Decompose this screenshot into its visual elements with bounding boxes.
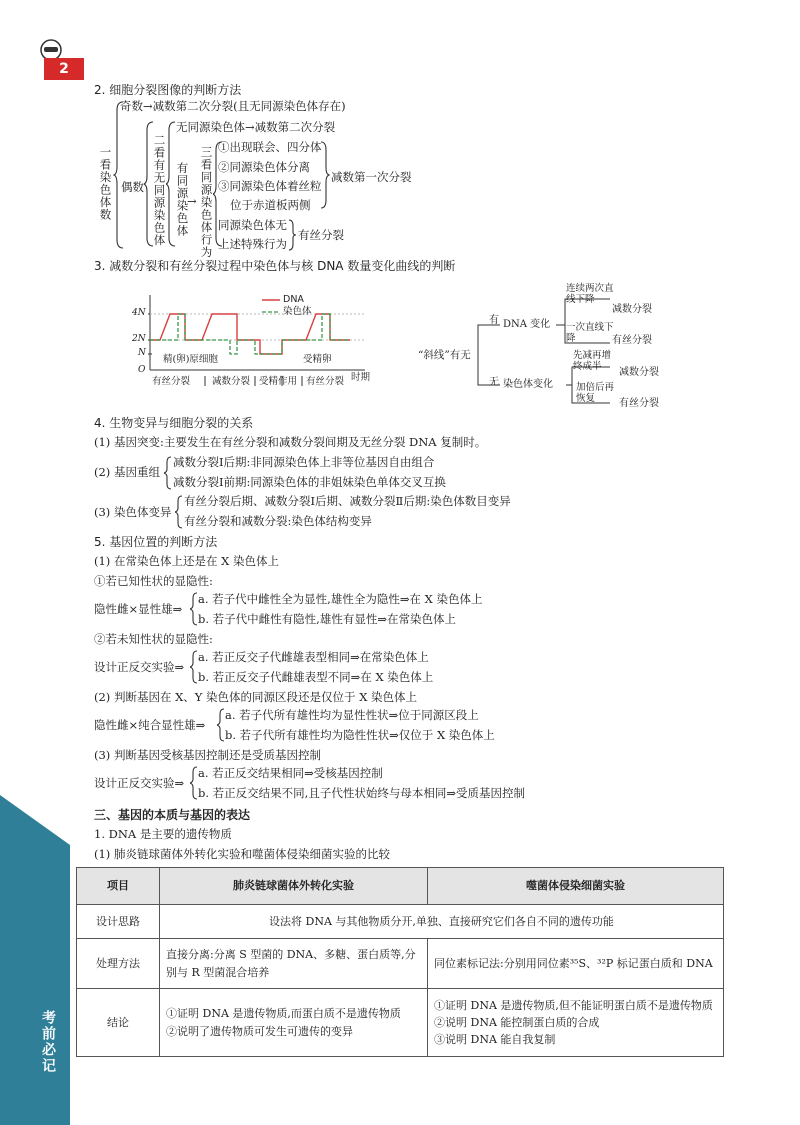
tree-result: 减数分裂 <box>612 304 652 315</box>
behavior-3b: 位于赤道板两侧 <box>230 198 311 212</box>
text-line: (2) 基因重组 <box>94 465 160 479</box>
cell-line: ③说明 DNA 能自我复制 <box>434 1033 556 1047</box>
brace <box>190 591 198 627</box>
row-label: 结论 <box>77 989 160 1057</box>
text-line: (3) 染色体变异 <box>94 505 172 519</box>
section-title: 2. 细胞分裂图像的判断方法 <box>94 83 242 97</box>
comparison-table <box>76 867 724 1057</box>
brace <box>190 649 198 685</box>
text-line: b. 若子代中雌性有隐性,雄性有显性⇒在常染色体上 <box>198 612 456 626</box>
tree-root: “斜线”有无 <box>418 349 471 361</box>
brace <box>113 100 125 250</box>
brace <box>164 455 172 491</box>
meiosis-1-result: 减数第一次分裂 <box>331 170 412 184</box>
text-line: a. 若子代中雌性全为显性,雄性全为隐性⇒在 X 染色体上 <box>198 592 483 606</box>
time-axis-label: 时期 <box>351 372 371 383</box>
chromosome-line <box>150 314 350 354</box>
behavior-1: ①出现联会、四分体 <box>218 140 322 154</box>
text-line: a. 若正反交子代雌雄表型相同⇒在常染色体上 <box>198 650 429 664</box>
text-line: ①若已知性状的显隐性: <box>94 574 213 588</box>
side-tab <box>0 795 70 1125</box>
tree-has: 有 <box>489 315 499 326</box>
tree-dna-branch-2: 一次直线下降 <box>566 322 614 345</box>
legend-dna: DNA <box>283 294 304 305</box>
phase-label: 减数分裂 <box>212 376 251 387</box>
cell-label-2: 受精卵 <box>303 354 332 365</box>
text-line: 设计正反交实验⇒ <box>94 776 185 790</box>
text-line: b. 若正反交结果不同,且子代性状始终与母本相同⇒受质基因控制 <box>198 786 525 800</box>
phase-label: 受精作用 <box>259 376 298 387</box>
cell-line: ②说明了遗传物质可发生可遗传的变异 <box>166 1024 353 1038</box>
y-tick-n: N <box>138 348 146 358</box>
tree-result: 减数分裂 <box>619 367 659 378</box>
tree-dna-node: DNA 变化 <box>503 319 551 330</box>
behavior-3: ③同源染色体着丝粒 <box>218 179 322 193</box>
arrow-icon: → <box>187 194 197 208</box>
y-tick-4n: 4N <box>132 308 146 318</box>
brace <box>288 218 298 252</box>
phase-label: 有丝分裂 <box>152 376 191 387</box>
row-label: 处理方法 <box>77 939 160 989</box>
text-line: 减数分裂Ⅰ后期:非同源染色体上非等位基因自由组合 <box>173 455 435 469</box>
text-line: a. 若正反交结果相同⇒受核基因控制 <box>198 766 383 780</box>
y-tick-2n: 2N <box>132 334 146 344</box>
text-line: 有丝分裂和减数分裂:染色体结构变异 <box>184 514 372 528</box>
look2-label: 二看有无同源染色体 <box>152 134 167 247</box>
section-title: 4. 生物变异与细胞分裂的关系 <box>94 416 254 430</box>
even-branch: 偶数 <box>121 180 144 194</box>
text-line: (1) 基因突变:主要发生在有丝分裂和减数分裂间期及无丝分裂 DNA 复制时。 <box>94 435 487 449</box>
text-line: a. 若子代所有雄性均为显性性状⇒位于同源区段上 <box>225 708 479 722</box>
brace <box>175 494 183 530</box>
tree-chr-node: 染色体变化 <box>503 379 553 390</box>
tree-none: 无 <box>489 377 499 388</box>
text-line: (3) 判断基因受核基因控制还是受质基因控制 <box>94 748 321 762</box>
brace <box>190 765 198 801</box>
dna-line <box>150 314 350 354</box>
text-line: (1) 在常染色体上还是在 X 染色体上 <box>94 554 279 568</box>
table-cell <box>160 989 428 1057</box>
origin-label: O <box>138 365 146 375</box>
chapter-title: 三、基因的本质与基因的表达 <box>94 808 251 822</box>
look1-label: 一看染色体数 <box>98 146 113 221</box>
look3-label: 三看同源染色体行为 <box>199 146 214 259</box>
section-title: 3. 减数分裂和有丝分裂过程中染色体与核 DNA 数量变化曲线的判断 <box>94 259 456 273</box>
text-line: (2) 判断基因在 X、Y 染色体的同源区段还是仅位于 X 染色体上 <box>94 690 418 704</box>
text-line: 隐性雌×显性雄⇒ <box>94 602 183 616</box>
text-line: 隐性雌×纯合显性雄⇒ <box>94 718 206 732</box>
table-header: 肺炎链球菌体外转化实验 <box>160 868 428 905</box>
table-cell <box>428 989 724 1057</box>
phase-label: 有丝分裂 <box>306 376 345 387</box>
text-line: 1. DNA 是主要的遗传物质 <box>94 827 232 841</box>
table-cell: 直接分离:分离 S 型菌的 DNA、多糖、蛋白质等,分别与 R 型菌混合培养 <box>160 939 428 989</box>
page-number: 2 <box>44 58 84 80</box>
table-cell: 同位素标记法:分别用同位素³⁵S、³²P 标记蛋白质和 DNA <box>428 939 724 989</box>
table-row <box>77 905 724 939</box>
side-tab-label: 考前必记 <box>40 1010 56 1074</box>
brace <box>320 140 330 210</box>
table-header: 项目 <box>77 868 160 905</box>
tree-result: 有丝分裂 <box>619 398 659 409</box>
tree-dna-branch-1: 连续两次直线下降 <box>566 283 614 306</box>
odd-branch: 奇数→减数第二次分裂(且无同源染色体存在) <box>120 99 346 113</box>
legend-chromosome: 染色体 <box>283 306 312 317</box>
text-line: 有丝分裂后期、减数分裂Ⅰ后期、减数分裂Ⅱ后期:染色体数目变异 <box>184 494 511 508</box>
text-line: ②若未知性状的显隐性: <box>94 632 213 646</box>
behavior-4b: 上述特殊行为 <box>218 237 287 251</box>
cell-label-1: 精(卵)原细胞 <box>163 354 218 365</box>
row-label: 设计思路 <box>77 905 160 939</box>
brace <box>166 120 176 248</box>
chromosome-dna-chart <box>130 290 370 390</box>
text-line: 减数分裂Ⅰ前期:同源染色体的非姐妹染色单体交叉互换 <box>173 475 446 489</box>
text-line: (1) 肺炎链球菌体外转化实验和噬菌体侵染细菌实验的比较 <box>94 847 390 861</box>
behavior-4: 同源染色体无 <box>218 218 287 232</box>
tree-result: 有丝分裂 <box>612 335 652 346</box>
table-row <box>77 939 724 989</box>
text-line: 设计正反交实验⇒ <box>94 660 185 674</box>
mitosis-result: 有丝分裂 <box>298 228 344 242</box>
tree-chr-branch-2: 加倍后再恢复 <box>576 382 615 405</box>
table-row <box>77 989 724 1057</box>
tree-chr-branch-1: 先减再增终成半 <box>573 350 612 373</box>
cell-line: ①证明 DNA 是遗传物质,但不能证明蛋白质不是遗传物质 <box>434 998 713 1012</box>
behavior-2: ②同源染色体分离 <box>218 160 310 174</box>
table-header-row <box>77 868 724 905</box>
has-homologous: 有同源染色体 <box>175 162 190 237</box>
text-line: b. 若正反交子代雌雄表型不同⇒在 X 染色体上 <box>198 670 434 684</box>
brace <box>217 707 225 743</box>
section-title: 5. 基因位置的判断方法 <box>94 535 218 549</box>
cell-line: ①证明 DNA 是遗传物质,而蛋白质不是遗传物质 <box>166 1007 401 1021</box>
table-cell: 设法将 DNA 与其他物质分开,单独、直接研究它们各自不同的遗传功能 <box>160 905 724 939</box>
no-homologous: 无同源染色体→减数第二次分裂 <box>176 120 336 134</box>
table-header: 噬菌体侵染细菌实验 <box>428 868 724 905</box>
cell-line: ②说明 DNA 能控制蛋白质的合成 <box>434 1015 600 1029</box>
text-line: b. 若子代所有雄性均为隐性性状⇒仅位于 X 染色体上 <box>225 728 495 742</box>
